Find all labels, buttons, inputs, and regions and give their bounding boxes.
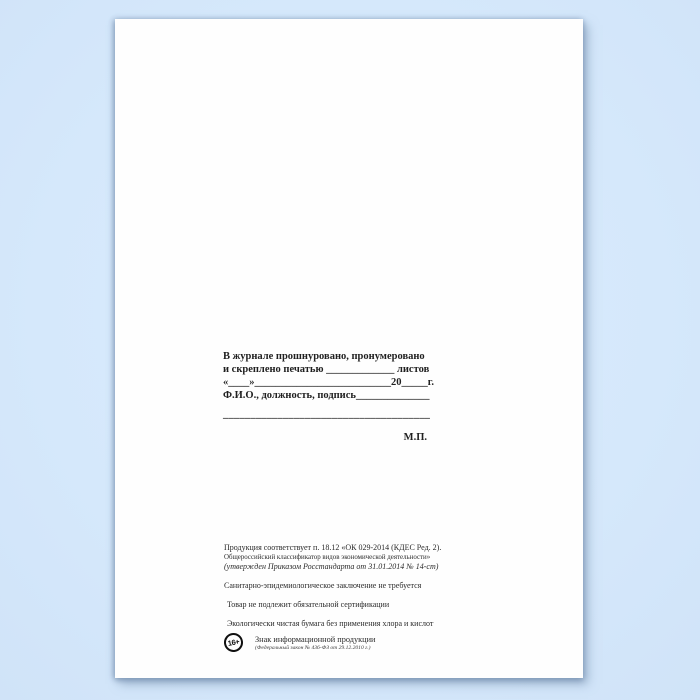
compliance-classifier-line: Продукция соответствует п. 18.12 «ОК 029-2014 (КДЕС Ред. 2). (224, 543, 442, 552)
age-mark-title: Знак информационной продукции (255, 635, 376, 644)
binding-line-sealed-sheets-count: и скреплено печатью _____________ листов (223, 364, 430, 375)
compliance-classifier-name: Общероссийский классификатор видов экономической деятельности» (224, 554, 431, 561)
binding-certification-block (223, 350, 434, 444)
seal-place-label: М.П. (403, 432, 427, 443)
signature-blank-line: ______________________________________ (223, 409, 431, 420)
binding-line-name-position-signature: Ф.И.О., должность, подпись______________ (223, 390, 430, 401)
binding-line-sheets-sewn: В журнале прошнуровано, пронумеровано (223, 351, 425, 362)
binding-line-date-blank: «____»__________________________20_____г. (223, 377, 434, 388)
age-mark-law-reference: (Федеральный закон № 436-ФЗ от 29.12.2010 г.) (255, 645, 371, 651)
compliance-decree-reference: (утвержден Приказом Росстандарта от 31.01.2014 № 14-ст) (224, 562, 439, 571)
note-certification-not-required: Товар не подлежит обязательной сертификации (227, 600, 390, 609)
age-mark-row (224, 633, 441, 652)
journal-back-page (115, 19, 583, 678)
age-16-plus-icon: 16+ (222, 631, 244, 653)
age-mark-text (255, 633, 375, 652)
note-sanitary-conclusion: Санитарно-эпидемиологическое заключение не требуется (224, 581, 422, 590)
compliance-info-block (224, 543, 441, 652)
note-eco-paper: Экологически чистая бумага без применения хлора и кислот (227, 619, 434, 628)
